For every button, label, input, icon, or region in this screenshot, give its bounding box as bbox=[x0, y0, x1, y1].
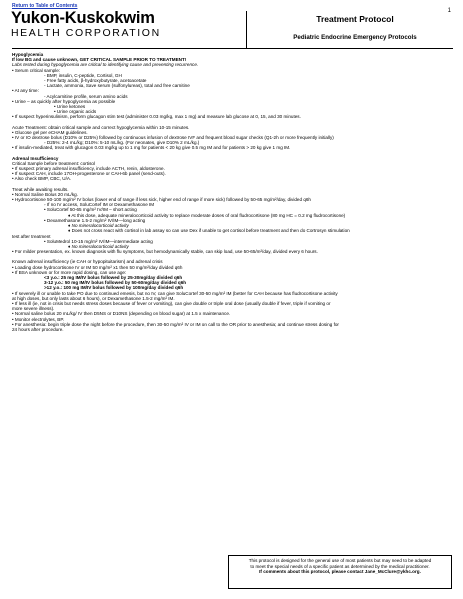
list-item: • SoluCortef 50-65 mg/m² IV/IM – short acting bbox=[44, 207, 137, 213]
text-line: test after treatment bbox=[12, 233, 51, 239]
section-heading-hypoglycemia: Hypoglycemia bbox=[12, 52, 44, 57]
list-item: • Serum critical sample: bbox=[12, 67, 61, 73]
header-rule bbox=[12, 48, 453, 49]
page-subtitle: Pediatric Endocrine Emergency Protocols bbox=[293, 34, 417, 41]
list-item: • If less ill (ie, not in crisis but needs stress doses because of fever or vomiting), can give double or triple oral dose (usually double if fever, triple if vomiting or bbox=[12, 300, 331, 306]
list-item: ◦ D25%: 2-4 mL/kg; D10%: 5-10 mL/kg. (For neonates, give D10% 2 mL/kg.) bbox=[44, 140, 200, 146]
list-item: • Normal saline bolus 20 mL/kg/ IV then D5NS or D10NS (depending on blood sugar) at 1.5 x maintenance. bbox=[12, 311, 231, 317]
list-item: • SoluMedrol 10-15 mg/m² IV/IM—intermediate acting bbox=[44, 238, 153, 244]
list-item: • If severely ill or unable to take PO due to continued emesis, but no IV, can give SoluCortef 30-50 mg/m² IM (better for CAH because has fludrocortisone activity bbox=[12, 290, 338, 296]
logo-line-2: HEALTH CORPORATION bbox=[11, 27, 161, 39]
list-item: • Loading dose hydrocortisone IV or IM 50 mg/m² x1 then 50 mg/m²/day divided q6h bbox=[12, 264, 183, 270]
list-item: • For milder presentation, ex. known diagnosis with flu symptoms, but hemodynamically stable, can skip load, use 50-65/m²/day, divided every 6 hours. bbox=[12, 249, 318, 255]
text-line: more severe illness). bbox=[12, 306, 55, 312]
header-divider bbox=[246, 11, 247, 48]
return-to-toc-link[interactable]: Return to Table of Contents bbox=[12, 3, 78, 9]
list-item: - BMP, insulin, C-peptide, Cortisol, GH bbox=[44, 72, 122, 78]
list-item: • If suspect primary adrenal insufficiency, include ACTH, renin, aldosterone. bbox=[12, 166, 165, 172]
list-item: • Also check BMP, CBC, U/A. bbox=[12, 176, 72, 182]
page-title: Treatment Protocol bbox=[316, 14, 394, 24]
text-line: Labs tested during hypoglycemia are critical to identifying cause and preventing recurrence. bbox=[12, 62, 199, 68]
list-item: - Lactate, ammonia, Save serum (sulfonylureas), total and free carnitine bbox=[44, 83, 190, 89]
section-heading-adrenal-insufficiency: Adrenal Insufficiency bbox=[12, 155, 59, 161]
list-item: ♦ No mineralocorticoid activity bbox=[68, 223, 129, 229]
list-item: • Monitor electrolytes, BP. bbox=[12, 316, 65, 322]
protocol-body bbox=[12, 52, 452, 332]
list-item: <3 y.o.: 25 mg IM/IV bolus followed by 25-30mg/day divided q6h bbox=[44, 274, 183, 280]
list-item: 3-12 y.o.: 50 mg IM/IV bolus followed by 50-60mg/day divided q6h bbox=[44, 280, 187, 286]
text-line: Acute Treatment: obtain critical sample and correct hypoglycemia within 10-15 minutes. bbox=[12, 124, 190, 130]
text-line: Treat while awaiting results. bbox=[12, 186, 69, 192]
list-item: • If insulin-mediated, treat with glucagon 0.03 mg/kg up to 1 mg for patients < 20 kg give 0.5 mg IM and for patients > 20 kg give 1 mg IM. bbox=[12, 145, 291, 151]
list-item: • IV or IO dextrose bolus (D10% or D25%) followed by continuous infusion of dextrose IVF and frequent blood sugar checks (Q1-2h or more frequently initially) bbox=[12, 135, 334, 141]
list-item: ♦ Does not cross react with cortisol in lab assay so can use Dex if unable to get cortisol before treatment and then do Cortrosyn stimulation bbox=[68, 228, 350, 234]
page-number: 1 bbox=[447, 8, 451, 14]
logo-line-1: Yukon-Kuskokwim bbox=[11, 9, 155, 27]
list-item: • Hydrocortisone 50-100 mg/m² IV bolus (lower end of range if less sick, higher end of range if more sick) followed by 50-65 mg/m²/day, divided q6h bbox=[12, 197, 311, 203]
list-item: - Free fatty acids, β-hydroxybutyrate, acetoacetate bbox=[44, 78, 147, 84]
list-item: - Acylcarnitine profile, serum amino acids bbox=[44, 93, 128, 99]
list-item: • Urine ketones bbox=[54, 104, 86, 110]
disclaimer-box bbox=[228, 555, 452, 589]
list-item: ♦ At this dose, adequate mineralocorticoid activity to replace moderate doses of oral fludrocortisone (80 mg HC = 0.2 mg fludrocortisone) bbox=[68, 212, 346, 218]
list-item: • If BSA unknown or for more rapid dosing, can use age: bbox=[12, 269, 127, 275]
text-line: Known adrenal insufficiency (ie CAH or hypopituitarism) and adrenal crisis bbox=[12, 259, 163, 265]
list-item: • Urine – as quickly after hypoglycemia as possible bbox=[12, 98, 116, 104]
text-line: Critical Sample before treatment: cortisol bbox=[12, 160, 95, 166]
list-item: • If suspect CAH, include 17OH-progesterone or CAH-6b panel (send-outs). bbox=[12, 171, 166, 177]
list-item: • Glucose gel per eCHAM guidelines. bbox=[12, 129, 88, 135]
disclaimer-line: to meet the special needs of a specific patient as determined by the medical practitioner. bbox=[250, 563, 430, 569]
contact-line: If comments about this protocol, please contact Jane_McClure@ykhc.org. bbox=[259, 569, 421, 575]
list-item: • Urine organic acids bbox=[54, 109, 97, 115]
ykhc-logo bbox=[11, 10, 211, 40]
list-item: ♦ No mineralocorticoid activity bbox=[68, 243, 129, 249]
list-item: • For anesthesia: begin triple dose the night before the procedure, then 30-50 mg/m² IV or IM on call to the OR prior to anesthesia; and continue stress dosing for bbox=[12, 321, 339, 327]
list-item: ◦ If no IV access, SoluCortef IM or Dexamethasone IM bbox=[44, 202, 155, 208]
text-line: 24 hours after procedure. bbox=[12, 326, 64, 332]
list-item: • If suspect hyperinsulinism, perform glucagon stim test (administer 0.03 mg/kg, max 1 mg) and measure lab glucose at 0, 15, and 30 minutes. bbox=[12, 114, 301, 120]
list-item: • At any time: bbox=[12, 88, 39, 94]
list-item: • Dexamethasone 1.5-2 mg/m² IV/IM—long acting bbox=[44, 217, 146, 223]
list-item: >12 y.o.: 100 mg IM/IV bolus followed by 100mg/day divided q6h bbox=[44, 285, 184, 291]
disclaimer-line: This protocol is designed for the general use of most patients but may need to be adapted bbox=[248, 558, 432, 563]
list-item: • Normal Saline Bolus 20 mL/kg. bbox=[12, 191, 78, 197]
text-line: If low BG and cause unknown, GET CRITICAL SAMPLE PRIOR TO TREATMENT! bbox=[12, 57, 187, 63]
text-line: at high doses, but only lasts about 6 hours), or Dexamethasone 1.5-2 mg/m² IM. bbox=[12, 295, 175, 301]
